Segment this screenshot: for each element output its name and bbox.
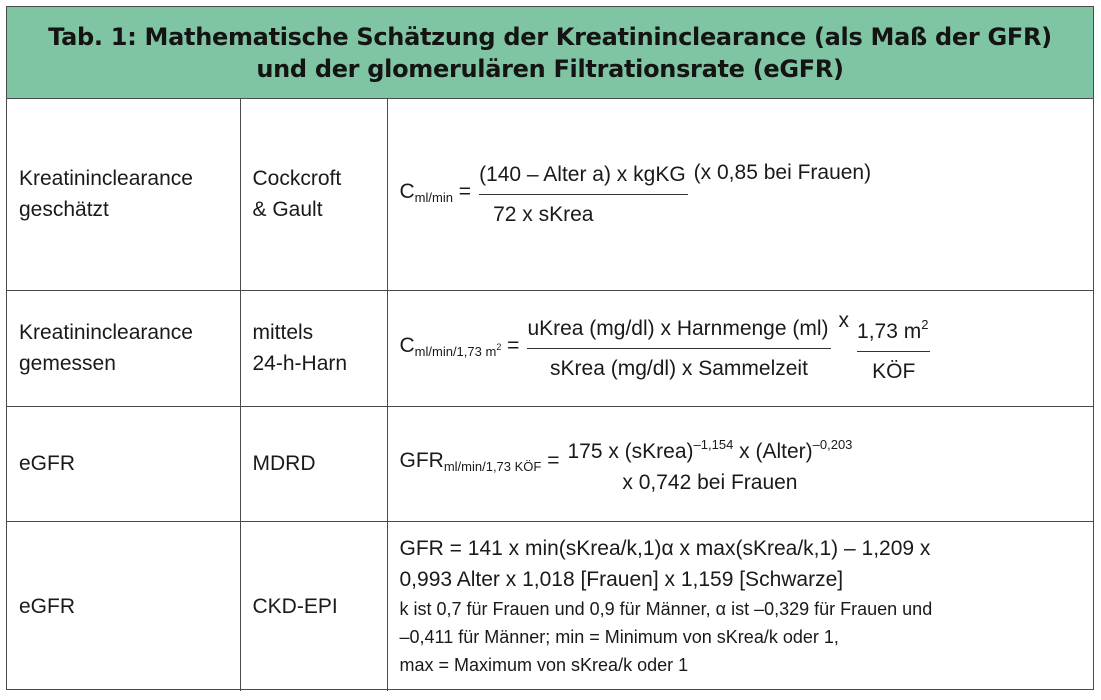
table-row — [7, 99, 1093, 290]
row-label-cell: eGFR — [7, 406, 240, 521]
measured-clearance-formula — [400, 309, 1094, 387]
fraction-2-numerator — [857, 309, 930, 352]
table-row — [7, 521, 1093, 691]
table-row — [7, 290, 1093, 406]
formula-table — [6, 6, 1094, 690]
lhs-subscript-text: ml/min/1,73 m — [414, 343, 497, 359]
row-label-cell: eGFR — [7, 521, 240, 691]
rhs-line-2: x 0,742 bei Frauen — [622, 471, 798, 494]
ckd-epi-note-1: k ist 0,7 für Frauen und 0,9 für Männer, α ist –0,329 für Frauen und — [399, 599, 933, 620]
fraction-denominator: 72 x sKrea — [493, 202, 594, 226]
fraction-numerator — [479, 159, 688, 195]
method-cell — [240, 99, 387, 290]
title-line-2: und der glomerulären Filtrationsrate (eGFR) — [256, 54, 844, 83]
equals-sign: = — [547, 449, 560, 472]
formula-rhs — [567, 429, 852, 498]
lhs-subscript-sup: 2 — [496, 341, 502, 352]
fraction-2-numerator-text: 1,73 m — [857, 320, 922, 343]
fraction-denominator: sKrea (mg/dl) x Sammelzeit — [550, 356, 808, 380]
lhs-symbol: C — [399, 333, 415, 357]
rhs-term-1: 175 x (sKrea) — [567, 440, 694, 463]
formula-lhs — [400, 330, 520, 367]
title-line-1: Tab. 1: Mathematische Schätzung der Kreatininclearance (als Maß der GFR) — [48, 22, 1052, 51]
ckd-epi-formula-line-1: GFR = 141 x min(sKrea/k,1)α x max(sKrea/k,1) – 1,209 x — [399, 537, 931, 561]
table-row — [7, 406, 1093, 521]
method-line-2: 24-h-Harn — [252, 352, 348, 375]
rhs-term-2: x (Alter) — [739, 440, 813, 463]
formula-suffix: (x 0,85 bei Frauen) — [693, 160, 872, 184]
table-title — [7, 7, 1093, 99]
formula-cell — [387, 99, 1093, 290]
fraction-2-numerator-sup: 2 — [921, 317, 929, 332]
method-cell: MDRD — [240, 406, 387, 521]
row-label-cell — [7, 99, 240, 290]
numerator-text: (140 – Alter a) x kgKG — [479, 162, 686, 186]
row-label-line-1: Kreatininclearance — [19, 321, 193, 344]
formula-lhs — [400, 445, 560, 482]
equals-sign: = — [458, 179, 472, 203]
fraction-numerator: uKrea (mg/dl) x Harnmenge (ml) — [527, 313, 830, 349]
row-label-line-2: geschätzt — [19, 198, 109, 222]
method-line-1: mittels — [252, 321, 314, 344]
fraction-2 — [857, 309, 930, 387]
row-label-cell — [7, 290, 240, 406]
fraction-2-denominator: KÖF — [872, 360, 916, 383]
lhs-subscript: ml/min — [414, 189, 453, 205]
fraction — [479, 159, 688, 230]
ckd-epi-note-3: max = Maximum von sKrea/k oder 1 — [399, 655, 689, 676]
lhs-subscript: ml/min/1,73 KÖF — [443, 459, 542, 474]
ckd-epi-note-2: –0,411 für Männer; min = Minimum von sKrea/k oder 1, — [399, 627, 839, 648]
rhs-term-2-exponent: –0,203 — [812, 437, 853, 452]
row-label-line-1: Kreatininclearance — [19, 167, 193, 191]
equals-sign: = — [507, 333, 520, 357]
formula-cell — [387, 290, 1093, 406]
mdrd-formula — [400, 429, 1094, 498]
method-line-2: & Gault — [252, 198, 323, 222]
method-cell: CKD-EPI — [240, 521, 387, 691]
fraction — [527, 313, 830, 384]
row-label-line-2: gemessen — [19, 352, 116, 375]
table-body — [7, 99, 1093, 691]
method-cell — [240, 290, 387, 406]
formula-cell — [387, 406, 1093, 521]
rhs-term-1-exponent: –1,154 — [693, 437, 734, 452]
ckd-epi-formula-line-2: 0,993 Alter x 1,018 [Frauen] x 1,159 [Schwarze] — [399, 568, 844, 592]
lhs-subscript — [414, 341, 502, 359]
lhs-symbol: GFR — [399, 449, 444, 472]
cockcroft-formula — [400, 159, 1094, 230]
method-line-1: Cockcroft — [252, 167, 342, 191]
rhs-line-1 — [567, 429, 852, 467]
times-sign: x — [838, 309, 850, 332]
formula-lhs — [400, 176, 472, 213]
lhs-symbol: C — [399, 179, 415, 203]
formula-cell — [387, 521, 1093, 691]
